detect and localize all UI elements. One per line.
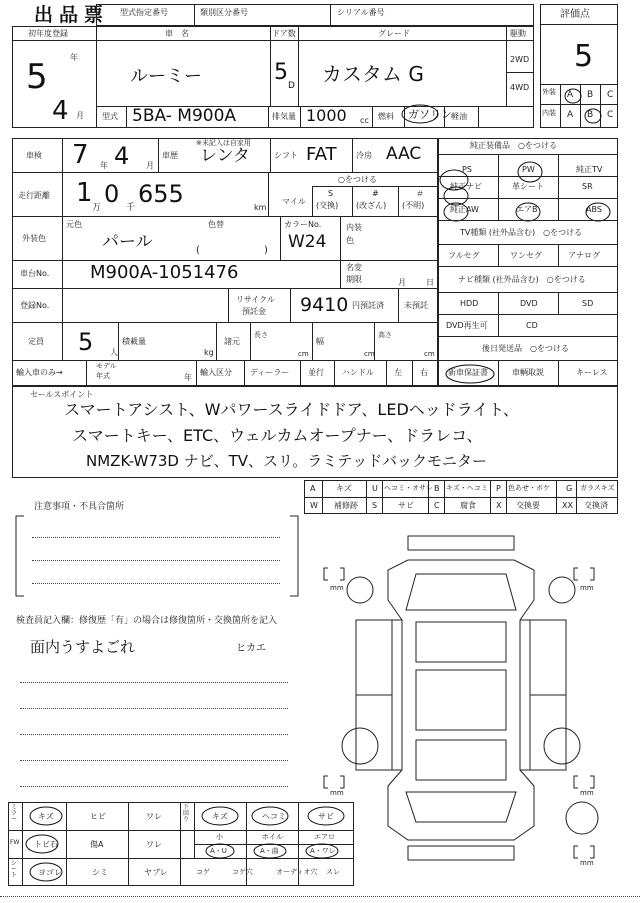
seat-tear: ヤブレ: [144, 868, 168, 877]
grade-value: カスタム G: [322, 62, 424, 86]
length-cm: cm: [298, 350, 309, 358]
navi-sd: SD: [582, 299, 594, 308]
later-manual: 車輌取説: [512, 368, 544, 377]
history-label: 車歴: [162, 151, 178, 160]
chassis-label: 車台No.: [20, 269, 50, 278]
fw-scratch-a: 傷A: [90, 840, 104, 849]
fw-break: ワレ: [146, 840, 162, 849]
legend-g: G: [566, 484, 573, 493]
score-value: 5: [574, 39, 594, 74]
drive-2wd: 2WD: [510, 55, 530, 64]
under-scratch: キズ: [212, 812, 228, 821]
cc-unit: cc: [360, 116, 369, 125]
audio-hole: オーディオ穴: [276, 868, 318, 876]
later-warranty: 新車保証書: [448, 368, 488, 377]
mm-front-left: mm: [330, 584, 344, 592]
parallel-option: 並行: [308, 368, 324, 377]
seat-scuff: スレ: [326, 868, 340, 876]
import-class-label: 輸入区分: [200, 368, 232, 377]
equip-sr: SR: [582, 182, 593, 191]
mm-spare: mm: [580, 859, 594, 867]
height-cm: cm: [424, 350, 435, 358]
doors-unit: D: [288, 81, 295, 91]
later-keyless: キーレス: [576, 368, 608, 377]
deadline-day: 日: [426, 278, 434, 287]
mileage-10k: 1: [76, 178, 93, 208]
mile-label: マイル: [282, 197, 306, 206]
paren-close: ): [264, 245, 268, 256]
model-spec-no-label: 型式指定番号: [120, 8, 168, 17]
legend-c-text: 腐食: [460, 501, 476, 510]
navi-cd: CD: [526, 321, 538, 330]
mileage-dagger: ＃: [416, 189, 424, 198]
mileage-circle-note: ○をつける: [338, 175, 377, 184]
model-year-unit: 年: [184, 373, 192, 382]
sales-line-3: NMZK-W73D ナビ、TV、スリ。ラミテッドバックモニター: [86, 452, 487, 470]
legend-s: S: [372, 501, 378, 510]
tv-oneseg: ワンセグ: [510, 251, 542, 260]
mirror-break: ワレ: [146, 812, 162, 821]
legend-b-text: キズ・ヘコミ: [446, 484, 488, 492]
recycle-value: 9410: [300, 294, 349, 316]
first-reg-label: 初年度登録: [28, 29, 68, 38]
reg-no-label: 登録No.: [20, 301, 50, 310]
orig-color-label: 元色: [66, 220, 82, 229]
exterior-label: 外装: [542, 88, 556, 96]
under-wheel: ホイル: [262, 833, 283, 841]
grade-label: グレード: [378, 29, 410, 38]
score-label: 評価点: [560, 9, 590, 20]
mileage-dagger-sub: (不明): [402, 201, 425, 210]
legend-u-text: ヘコミ・オサレ: [384, 484, 433, 492]
km-unit: km: [254, 203, 267, 212]
tv-title: TV種類 (社外品含む) ○をつける: [460, 228, 583, 237]
legend-g-text: ガラスキズ: [580, 484, 615, 492]
mm-rear-right: mm: [580, 789, 594, 797]
inspection-month: 4: [114, 142, 130, 170]
equip-leather: 革シート: [512, 182, 544, 191]
capacity-value: 5: [78, 328, 94, 356]
first-reg-month: 4: [52, 96, 69, 126]
year-unit: 年: [70, 53, 78, 62]
legend-s-text: サビ: [398, 501, 414, 510]
under-rust: サビ: [318, 812, 334, 821]
deadline-month: 月: [398, 278, 406, 287]
legend-a: A: [310, 484, 316, 493]
seat-dirt: ヨゴレ: [38, 868, 62, 877]
mileage-s: S: [328, 189, 334, 198]
form-title: 出品票: [34, 4, 110, 26]
navi-dvd-play: DVD再生可: [446, 321, 488, 330]
seat-burn-hole: コゲ穴: [232, 868, 253, 876]
mileage-1k: 0: [104, 180, 120, 208]
fw-chip: トビ石: [34, 840, 58, 849]
underbody-label: 下回り: [183, 804, 190, 823]
height-label: 高さ: [378, 331, 392, 339]
history-value: レンタ: [200, 146, 250, 166]
mirror-label: ミラー: [11, 804, 18, 823]
legend-p: P: [496, 484, 501, 493]
interior-color-label: 内装: [346, 223, 362, 232]
ext-grade-c: C: [607, 90, 614, 100]
recycle-sub: 預託金: [242, 307, 266, 316]
sales-line-1: スマートアシスト、Wパワースライドドア、LEDヘッドライト、: [64, 400, 519, 419]
interior-color-sub: 色: [346, 236, 354, 245]
shift-label: シフト: [274, 151, 298, 160]
int-grade-c: C: [607, 110, 614, 120]
light-oil-label: 軽油: [451, 112, 467, 121]
under-small: 小: [216, 833, 223, 841]
color-value: パール: [102, 232, 153, 252]
drive-label: 駆動: [510, 29, 526, 38]
inspector-sign: ヒカエ: [236, 643, 266, 654]
repaint-label: 色替: [208, 220, 224, 229]
handle-left: 左: [394, 368, 402, 377]
equip-airbag: エアB: [516, 205, 538, 214]
recycle-paid: 円預託済: [352, 301, 384, 310]
model-label: 型式: [102, 112, 118, 121]
legend-w-text: 補修跡: [334, 501, 358, 510]
under-aero-break: A・ワレ: [310, 847, 336, 855]
navi-dvd: DVD: [520, 299, 538, 308]
mirror-crack: ヒビ: [90, 812, 106, 821]
legend-u: U: [372, 484, 378, 493]
legend-x: X: [496, 501, 502, 510]
inspection-year-unit: 年: [100, 161, 108, 170]
deadline-label: 期限: [346, 275, 362, 284]
color-label: 外装色: [22, 234, 46, 243]
model-year-label: モデル: [96, 362, 117, 370]
equip-navi: 純正ナビ: [450, 182, 482, 191]
first-reg-year: 5: [26, 57, 48, 97]
legend-xx-text: 交換済: [584, 501, 608, 510]
ac-value: AAC: [386, 144, 422, 164]
sales-line-2: スマートキー、ETC、ウェルカムオープナー、ドラレコ、: [72, 426, 483, 445]
doors-label: ドア数: [272, 29, 296, 38]
dealer-option: ディーラー: [250, 368, 290, 377]
under-bend: A・曲: [260, 847, 279, 855]
car-name-label: 車 名: [165, 29, 189, 38]
mm-front-right: mm: [580, 584, 594, 592]
equip-pw: PW: [522, 165, 535, 174]
mileage-sharp: #: [372, 189, 379, 198]
load-label: 積載量: [122, 337, 146, 346]
ac-label: 冷房: [356, 151, 372, 160]
legend-x-text: 交換要: [516, 501, 540, 510]
mileage-10k-unit: 万: [92, 203, 102, 213]
handle-label: ハンドル: [342, 368, 374, 377]
navi-hdd: HDD: [460, 299, 479, 308]
equip-aw: 純正AW: [450, 205, 479, 214]
mileage-1k-unit: 千: [126, 203, 136, 213]
inspection-label: 車検: [26, 151, 42, 160]
car-name-value: ルーミー: [130, 66, 202, 87]
capacity-unit: 人: [110, 348, 118, 357]
model-year-label2: 年式: [96, 372, 110, 380]
import-only-label: 輸入車のみ→: [16, 368, 63, 377]
equip-title: 純正装備品 ○をつける: [470, 141, 557, 150]
notes-title: 注意事項・不具合箇所: [34, 502, 125, 512]
length-label: 長さ: [254, 331, 268, 339]
int-grade-b: B: [587, 110, 594, 120]
paren-open: (: [196, 245, 200, 256]
legend-c: C: [434, 501, 440, 510]
fw-label: FW: [10, 839, 20, 846]
later-title: 後日発送品 ○をつける: [482, 344, 569, 353]
tv-analog: アナログ: [568, 251, 600, 260]
legend-p-text: 色あせ・ボケ: [508, 484, 550, 492]
drive-4wd: 4WD: [510, 83, 530, 92]
sales-points-label: セールスポイント: [30, 390, 94, 399]
displacement-value: 1000: [306, 106, 347, 125]
seat-stain: シミ: [92, 868, 108, 877]
displacement-label: 排気量: [272, 112, 296, 121]
legend-xx: XX: [562, 501, 573, 510]
inspector-note: 面内うすよごれ: [30, 638, 136, 656]
seat-label: シート: [11, 860, 18, 879]
color-no-label: カラーNo.: [284, 220, 322, 229]
kg-unit: kg: [204, 348, 214, 357]
fuel-value: ガソリン: [408, 108, 452, 121]
month-unit: 月: [76, 111, 84, 120]
capacity-label: 定員: [28, 337, 44, 346]
equip-tv: 純正TV: [576, 165, 603, 174]
under-au: A・U: [210, 847, 227, 855]
under-dent: ヘコミ: [262, 812, 286, 821]
equip-abs: ABS: [586, 205, 602, 214]
color-no-value: W24: [288, 232, 327, 252]
legend-w: W: [310, 501, 318, 510]
legend-b: B: [434, 484, 440, 493]
mileage-s-sub: (交換): [316, 201, 339, 210]
doors-value: 5: [274, 60, 288, 85]
equip-ps: PS: [462, 165, 472, 174]
recycle-unpaid: 未預託: [404, 301, 428, 310]
class-code-label: 類別区分番号: [200, 8, 248, 17]
handle-right: 右: [420, 368, 428, 377]
mileage-sharp-sub: (改ざん): [356, 201, 387, 210]
chassis-value: M900A-1051476: [90, 262, 239, 283]
mirror-scratch: キズ: [38, 812, 54, 821]
tv-fullseg: フルセグ: [448, 251, 480, 260]
fuel-label: 燃料: [378, 112, 394, 121]
inspection-month-unit: 月: [146, 161, 154, 170]
mileage-rest: 655: [138, 180, 184, 208]
navi-title: ナビ種類 (社外品含む) ○をつける: [458, 275, 586, 284]
inspector-title: 検査員記入欄：修復歴「有」の場合は修復箇所・交換箇所を記入: [16, 616, 278, 626]
history-note: ※未記入は自家用: [196, 139, 251, 147]
int-grade-a: A: [567, 110, 574, 120]
inspection-year: 7: [72, 140, 89, 170]
ext-grade-b: B: [587, 90, 594, 100]
mm-rear-left: mm: [330, 789, 344, 797]
ext-grade-a: A: [567, 90, 574, 100]
name-change-label: 名変: [346, 263, 362, 272]
legend-a-text: キズ: [336, 484, 352, 493]
width-label: 幅: [316, 337, 324, 346]
shift-value: FAT: [306, 144, 337, 165]
mileage-label: 走行距離: [18, 191, 50, 200]
model-value: 5BA- M900A: [132, 106, 237, 126]
size-label: 諸元: [224, 337, 240, 346]
interior-label: 内装: [542, 109, 556, 117]
under-aero: エアロ: [314, 833, 335, 841]
serial-no-label: シリアル番号: [337, 8, 385, 17]
width-cm: cm: [364, 350, 375, 358]
seat-burn: コゲ: [196, 868, 210, 876]
recycle-label: リサイクル: [236, 295, 275, 304]
